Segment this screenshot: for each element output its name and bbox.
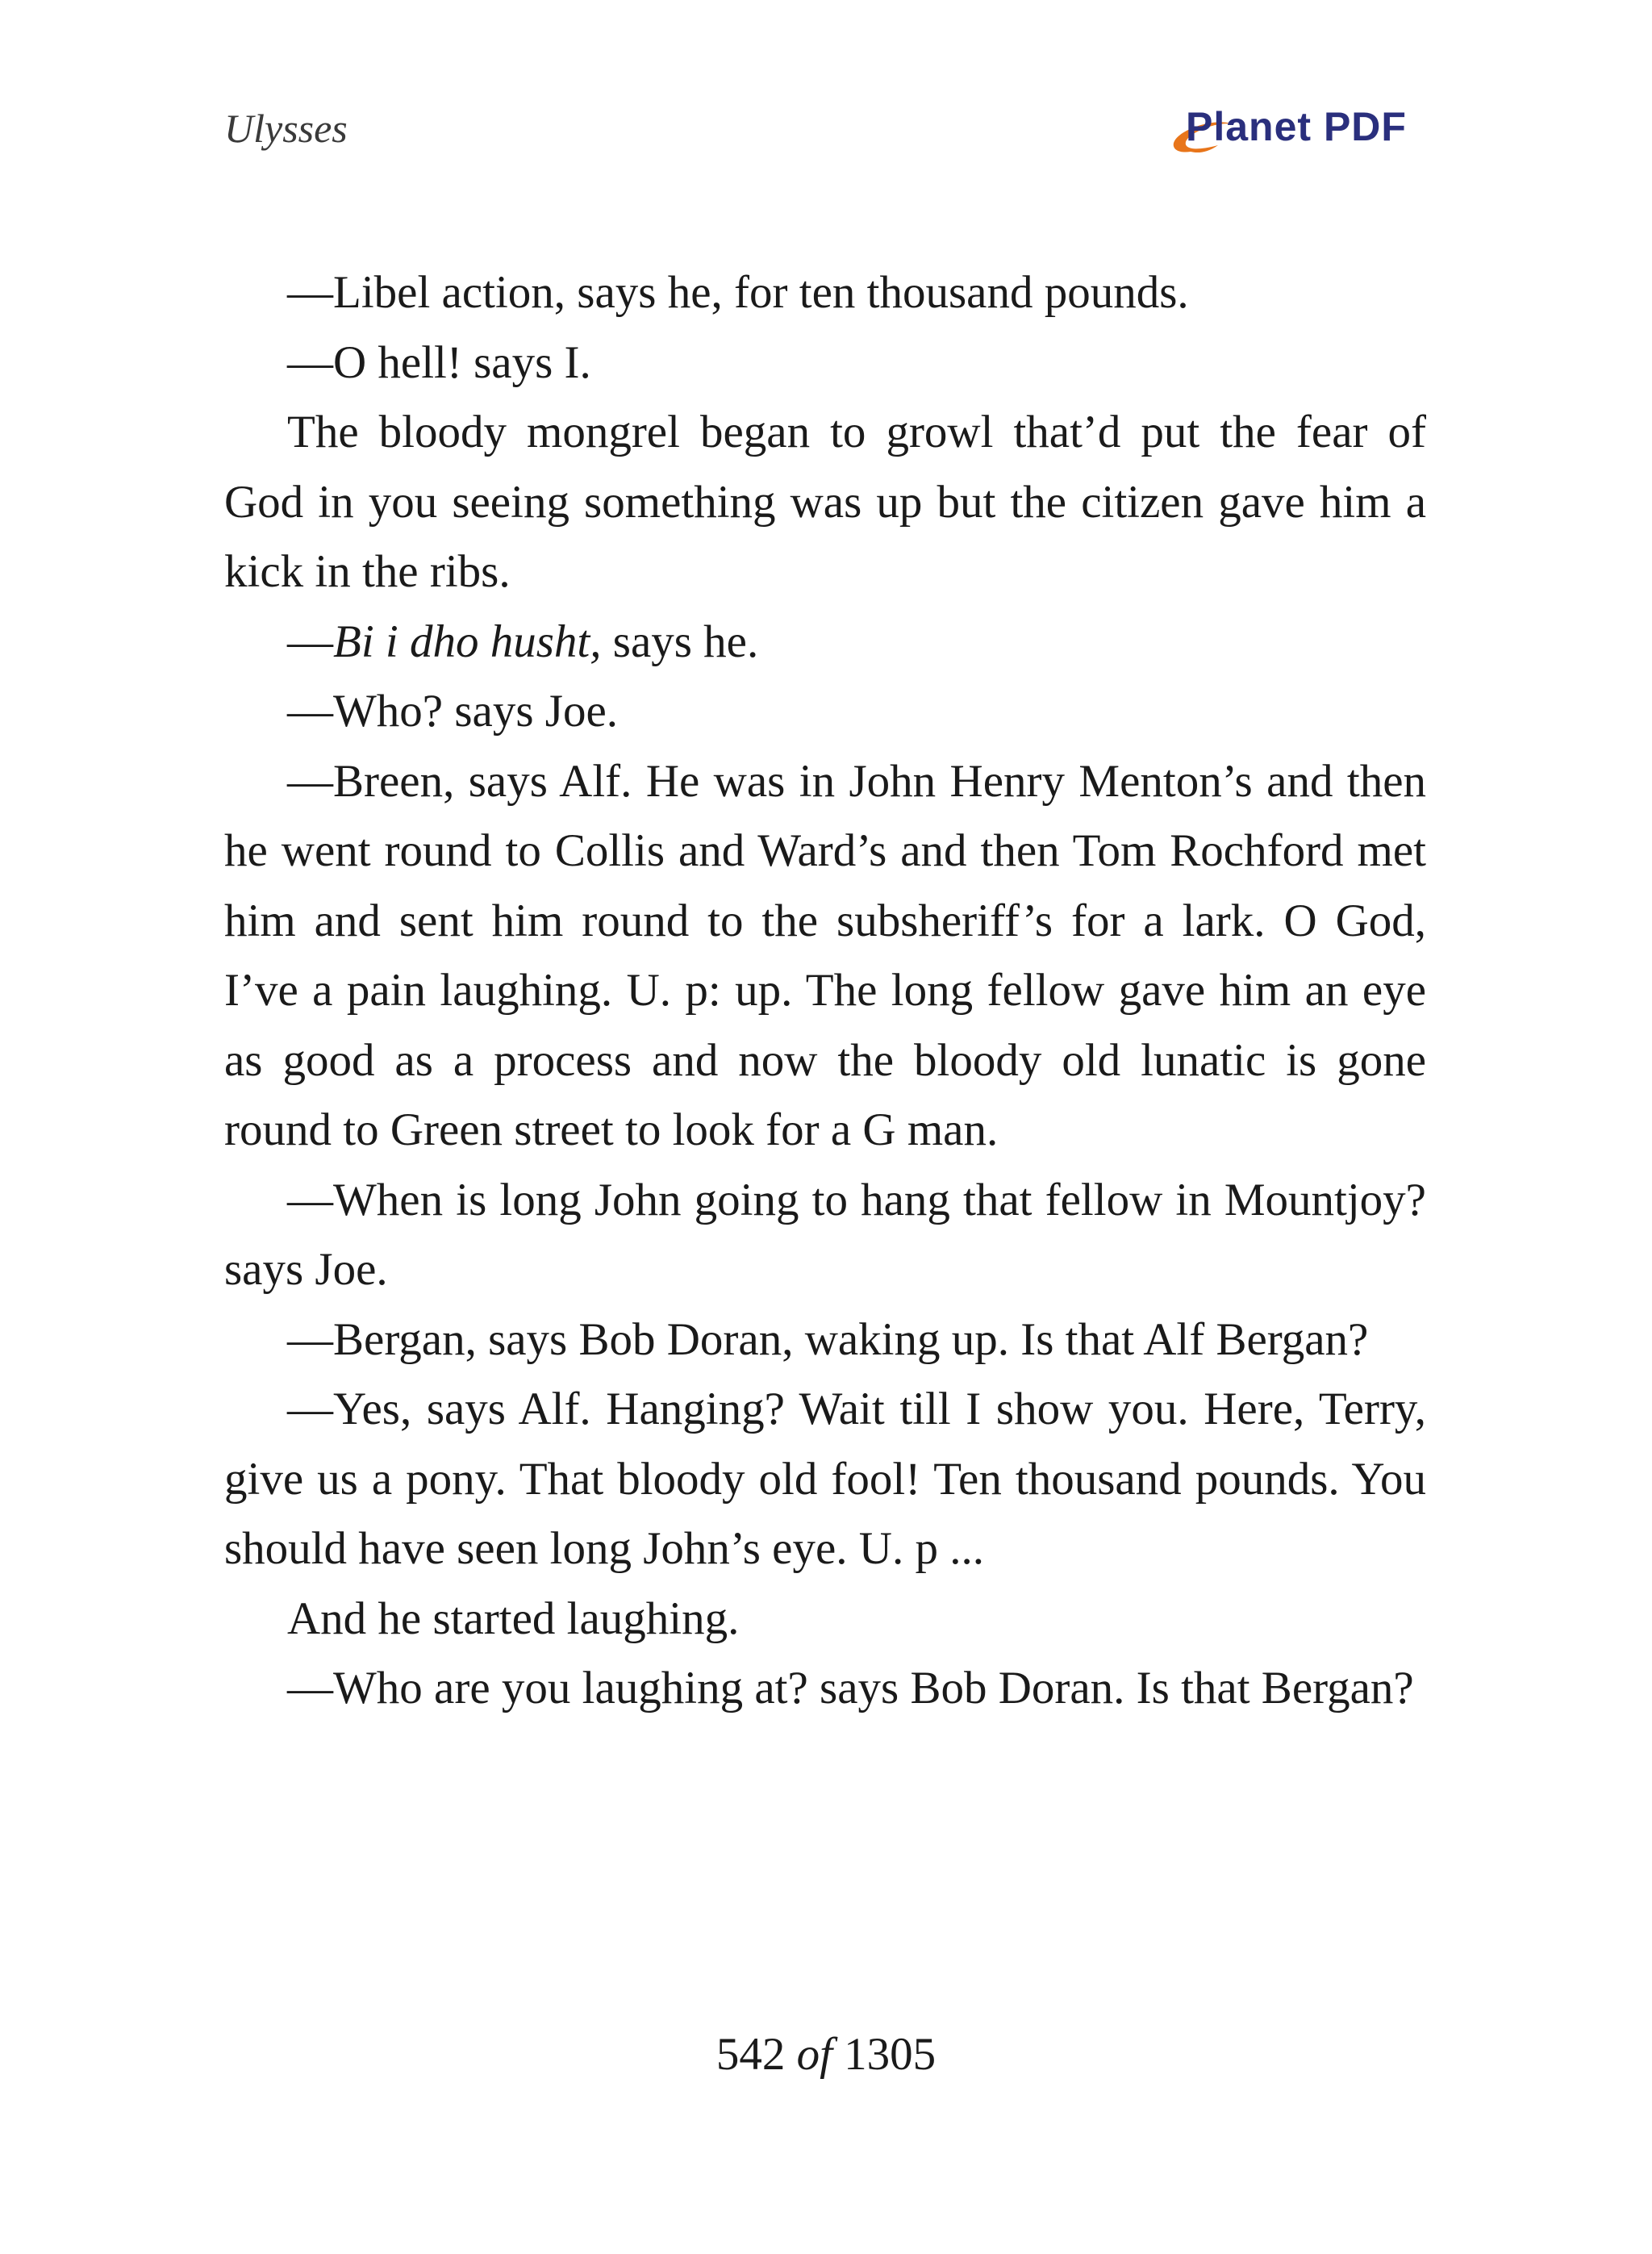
paragraph: —Who? says Joe. <box>287 686 618 737</box>
speech-tag: says he. <box>601 616 759 667</box>
gaelic-phrase: Bi i dho husht, <box>333 616 602 667</box>
current-page: 542 <box>715 2029 786 2080</box>
page-body <box>224 258 1426 1724</box>
page-of-label: of <box>796 2029 832 2080</box>
logo-text: Planet PDF <box>1186 104 1407 149</box>
paragraph <box>224 607 1426 678</box>
paragraph: —Who are you laughing at? says Bob Doran. Is that Bergan? <box>287 1663 1414 1713</box>
planet-pdf-logo <box>1162 103 1428 168</box>
paragraph: —Libel action, says he, for ten thousand pounds. <box>287 267 1189 318</box>
paragraph: The bloody mongrel began to growl that’d put the fear of God in you seeing something was up but the citizen gave him a kick in the ribs. <box>224 407 1426 597</box>
dash: — <box>287 616 333 667</box>
paragraph: And he started laughing. <box>287 1592 740 1644</box>
total-pages: 1305 <box>844 2029 937 2080</box>
paragraph: —Yes, says Alf. Hanging? Wait till I show you. Here, Terry, give us a pony. That bloody old fool! Ten thousand pounds. You should have seen long John’s eye. U. p ... <box>224 1384 1426 1574</box>
paragraph: —Breen, says Alf. He was in John Henry Menton’s and then he went round to Collis and Ward’s and then Tom Rochford met him and sent him round to the subsheriff’s for a lark. O God, I’ve a pain laughing. U. p: up. The long fellow gave him an eye as good as a process and now the bloody old lunatic is gone round to Green street to look for a G man. <box>224 755 1426 1155</box>
paragraph: —Bergan, says Bob Doran, waking up. Is that Alf Bergan? <box>287 1313 1369 1365</box>
book-title: Ulysses <box>224 106 348 151</box>
paragraph: —When is long John going to hang that fellow in Mountjoy? says Joe. <box>224 1174 1426 1295</box>
page-number <box>0 2028 1652 2081</box>
paragraph: —O hell! says I. <box>287 336 591 388</box>
